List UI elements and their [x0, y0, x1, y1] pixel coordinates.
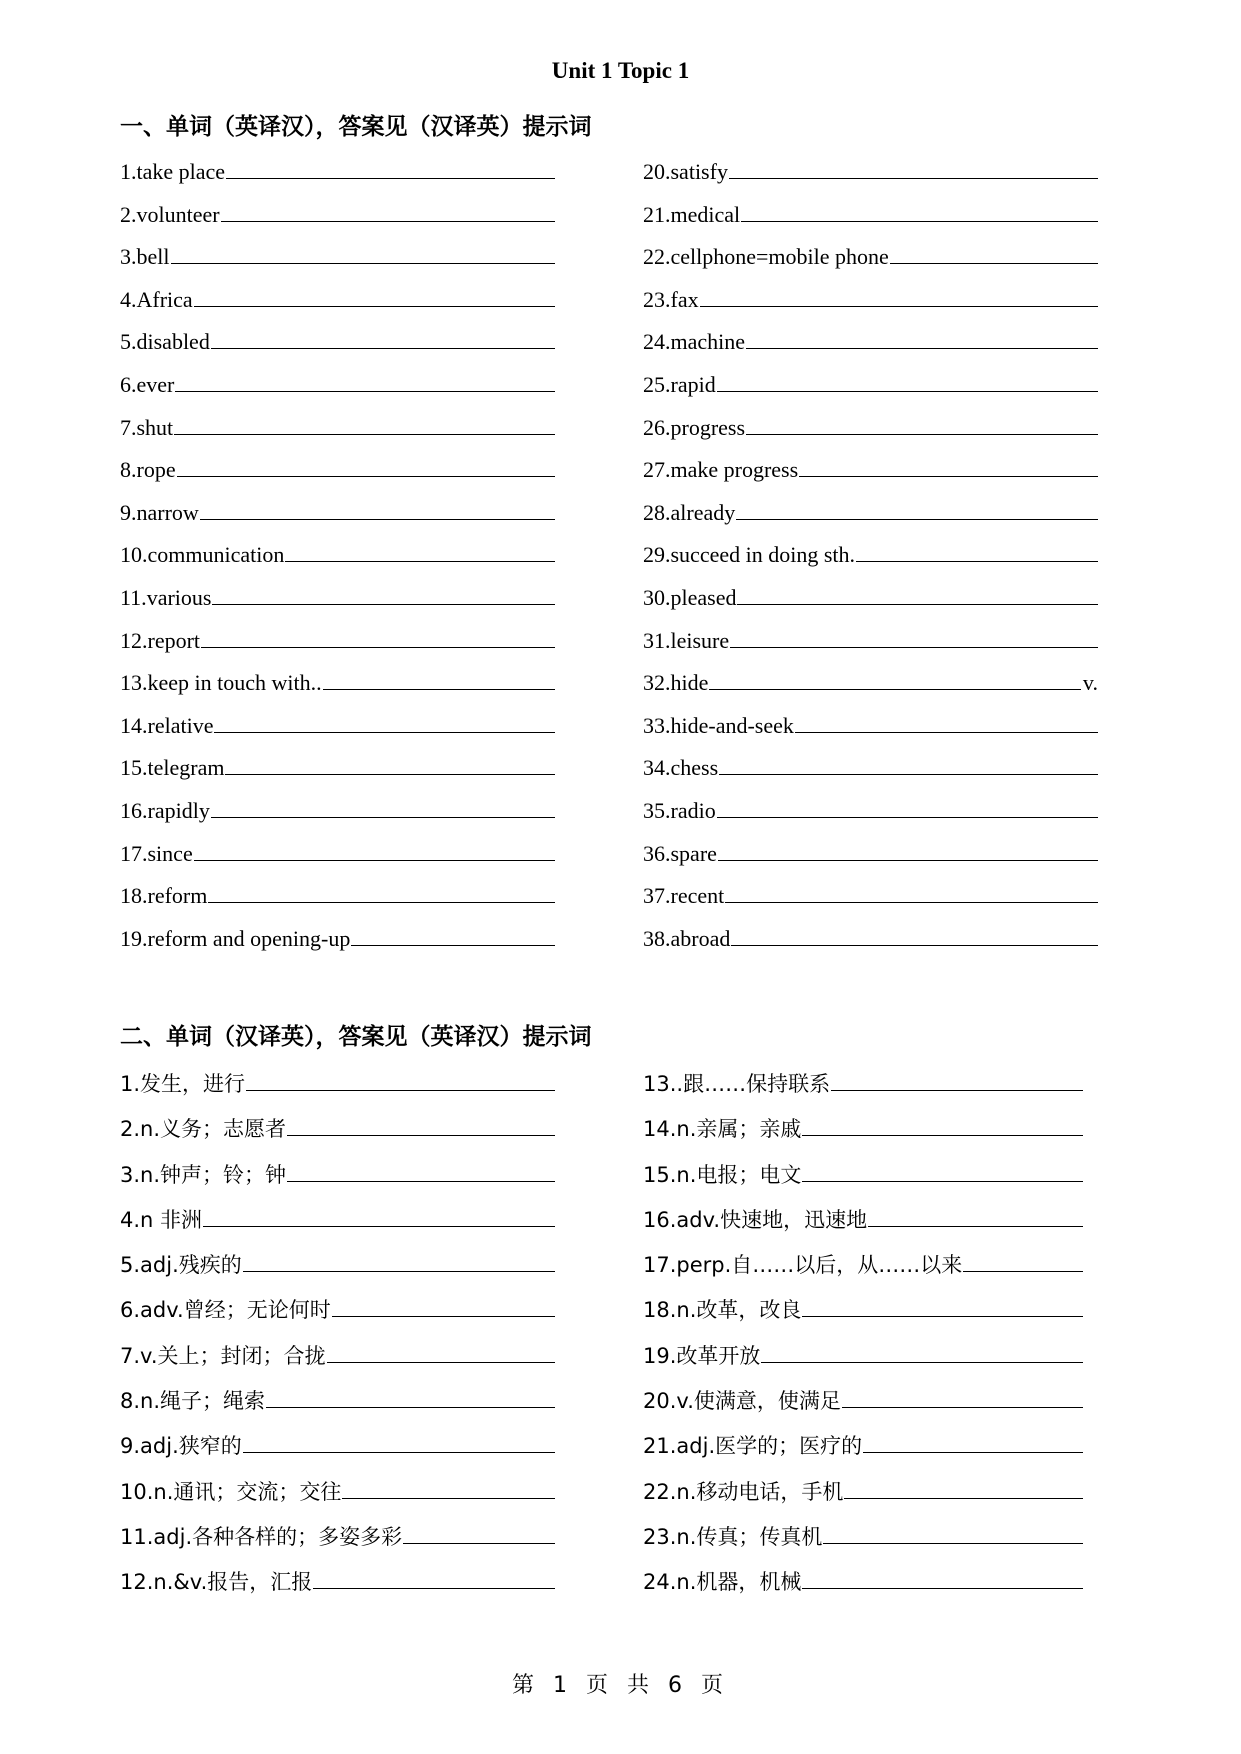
- vocab-item: [643, 414, 1098, 457]
- section1-heading: 一、单词（英译汉），答案见（汉译英）提示词: [120, 114, 592, 140]
- answer-blank[interactable]: [890, 243, 1098, 264]
- item-label: already: [670, 499, 736, 525]
- item-number: 17.: [643, 1253, 677, 1278]
- item-label: disabled: [136, 329, 210, 355]
- answer-blank[interactable]: [802, 1161, 1083, 1182]
- item-number: 21.: [643, 1434, 677, 1459]
- vocab-item: [120, 541, 555, 584]
- answer-blank[interactable]: [194, 286, 555, 307]
- answer-blank[interactable]: [709, 669, 1081, 690]
- item-number: 7.: [120, 414, 137, 440]
- item-number: 23.: [643, 286, 671, 312]
- answer-blank[interactable]: [211, 328, 555, 349]
- item-suffix: v.: [1082, 670, 1098, 696]
- item-number: 11.: [120, 584, 147, 610]
- item-number: 24.: [643, 329, 671, 355]
- vocab-item: [643, 243, 1098, 286]
- answer-blank[interactable]: [736, 499, 1098, 520]
- answer-blank[interactable]: [287, 1161, 555, 1182]
- item-number: 11.: [120, 1524, 154, 1549]
- item-number: 9.: [120, 1434, 141, 1459]
- item-label: n 非洲: [140, 1207, 203, 1232]
- vocab-item: [120, 201, 555, 244]
- vocab-item: [120, 286, 555, 329]
- answer-blank[interactable]: [856, 541, 1098, 562]
- answer-blank[interactable]: [802, 1115, 1083, 1136]
- answer-blank[interactable]: [243, 1251, 555, 1272]
- section2-left-column: [120, 1068, 555, 1612]
- vocab-item: [120, 414, 555, 457]
- item-label: 发生，进行: [140, 1072, 246, 1096]
- item-label: n.电报；电文: [676, 1162, 802, 1187]
- vocab-item: [643, 201, 1098, 244]
- answer-blank[interactable]: [717, 797, 1098, 818]
- answer-blank[interactable]: [842, 1387, 1083, 1408]
- vocab-item: [120, 328, 555, 371]
- item-number: 22.: [643, 1479, 677, 1504]
- item-number: 30.: [643, 584, 671, 610]
- section1-left-column: [120, 158, 555, 967]
- item-label: relative: [147, 712, 214, 738]
- item-label: n.机器，机械: [676, 1570, 802, 1595]
- item-number: 27.: [643, 457, 671, 483]
- item-label: 改革开放: [676, 1343, 761, 1368]
- item-label: progress: [670, 414, 746, 440]
- item-label: chess: [670, 755, 719, 781]
- answer-blank[interactable]: [700, 286, 1098, 307]
- item-label: adv.曾经；无论何时: [140, 1298, 331, 1323]
- item-label: n.传真；传真机: [676, 1524, 823, 1549]
- vocab-item: [120, 669, 555, 712]
- item-label: telegram: [147, 755, 225, 781]
- vocab-item: [643, 1204, 1083, 1249]
- item-label: bell: [136, 244, 170, 270]
- item-label: n.移动电话，手机: [676, 1479, 844, 1504]
- item-label: narrow: [136, 499, 199, 525]
- vocab-item: [120, 754, 555, 797]
- vocab-item: [643, 1430, 1083, 1475]
- item-label: n.亲属；亲戚: [676, 1117, 802, 1142]
- item-number: 6.: [120, 371, 137, 397]
- answer-blank[interactable]: [403, 1523, 555, 1544]
- answer-blank[interactable]: [212, 584, 555, 605]
- answer-blank[interactable]: [226, 158, 555, 179]
- vocab-item: [120, 1249, 555, 1294]
- vocab-item: [120, 243, 555, 286]
- answer-blank[interactable]: [323, 669, 555, 690]
- item-label: keep in touch with..: [147, 670, 322, 696]
- answer-blank[interactable]: [175, 371, 555, 392]
- item-number: 35.: [643, 797, 671, 823]
- vocab-item: [643, 669, 1098, 712]
- vocab-item: [120, 1294, 555, 1339]
- item-label: v.关上；封闭；合拢: [140, 1343, 326, 1368]
- item-number: 38.: [643, 925, 671, 951]
- vocab-item: [120, 882, 555, 925]
- item-number: 28.: [643, 499, 671, 525]
- vocab-item: [643, 1113, 1083, 1158]
- vocab-item: [120, 1204, 555, 1249]
- item-number: 21.: [643, 201, 671, 227]
- item-number: 5.: [120, 1253, 141, 1278]
- item-label: shut: [136, 414, 174, 440]
- answer-blank[interactable]: [868, 1206, 1083, 1227]
- item-label: adj.残疾的: [140, 1253, 242, 1278]
- vocab-item: [643, 754, 1098, 797]
- item-label: medical: [670, 201, 741, 227]
- answer-blank[interactable]: [731, 925, 1098, 946]
- answer-blank[interactable]: [823, 1523, 1083, 1544]
- answer-blank[interactable]: [327, 1342, 555, 1363]
- item-label: adj.医学的；医疗的: [676, 1434, 863, 1459]
- item-number: 10.: [120, 1479, 154, 1504]
- answer-blank[interactable]: [729, 158, 1098, 179]
- item-number: 4.: [120, 1207, 141, 1232]
- vocab-item: [120, 840, 555, 883]
- item-number: 22.: [643, 244, 671, 270]
- section2-right-column: [643, 1068, 1083, 1612]
- answer-blank[interactable]: [177, 456, 555, 477]
- vocab-item: [643, 456, 1098, 499]
- vocab-item: [120, 584, 555, 627]
- item-number: 37.: [643, 883, 671, 909]
- answer-blank[interactable]: [332, 1296, 555, 1317]
- answer-blank[interactable]: [746, 328, 1098, 349]
- item-number: 4.: [120, 286, 137, 312]
- item-label: since: [147, 840, 193, 866]
- answer-blank[interactable]: [313, 1568, 555, 1589]
- answer-blank[interactable]: [287, 1115, 555, 1136]
- page-footer: 第 1 页 共 6 页: [512, 1673, 729, 1698]
- answer-blank[interactable]: [211, 797, 555, 818]
- item-number: 12.: [120, 627, 148, 653]
- item-number: 26.: [643, 414, 671, 440]
- item-label: satisfy: [670, 159, 728, 184]
- vocab-item: [643, 1476, 1083, 1521]
- item-label: adj.各种各样的；多姿多彩: [153, 1524, 403, 1549]
- item-label: adj.狭窄的: [140, 1434, 242, 1459]
- item-number: 7.: [120, 1343, 141, 1368]
- vocab-item: [643, 712, 1098, 755]
- vocab-item: [120, 1476, 555, 1521]
- item-number: 19.: [120, 925, 148, 951]
- vocab-item: [120, 499, 555, 542]
- item-number: 17.: [120, 840, 148, 866]
- vocab-item: [643, 1385, 1083, 1430]
- answer-blank[interactable]: [214, 712, 555, 733]
- answer-blank[interactable]: [761, 1342, 1083, 1363]
- item-label: v.使满意，使满足: [676, 1389, 841, 1414]
- item-number: 9.: [120, 499, 137, 525]
- answer-blank[interactable]: [831, 1070, 1083, 1091]
- vocab-item: [120, 371, 555, 414]
- vocab-item: [643, 371, 1098, 414]
- answer-blank[interactable]: [243, 1432, 555, 1453]
- vocab-item: [120, 158, 555, 201]
- item-number: 12.: [120, 1570, 154, 1595]
- vocab-item: [643, 797, 1098, 840]
- item-number: 31.: [643, 627, 671, 653]
- vocab-item: [120, 1521, 555, 1566]
- item-number: 16.: [643, 1207, 677, 1232]
- answer-blank[interactable]: [208, 882, 555, 903]
- answer-blank[interactable]: [802, 1296, 1083, 1317]
- item-number: 20.: [643, 159, 671, 184]
- item-label: .跟……保持联系: [676, 1072, 831, 1096]
- vocab-item: [120, 925, 555, 968]
- vocab-item: [643, 1340, 1083, 1385]
- answer-blank[interactable]: [802, 1568, 1083, 1589]
- vocab-item: [643, 1249, 1083, 1294]
- vocab-item: [643, 882, 1098, 925]
- vocab-item: [643, 286, 1098, 329]
- item-label: rope: [136, 457, 176, 483]
- vocab-item: [120, 1159, 555, 1204]
- item-number: 10.: [120, 542, 148, 568]
- answer-blank[interactable]: [342, 1478, 555, 1499]
- item-label: hide-and-seek: [670, 712, 794, 738]
- vocab-item: [643, 627, 1098, 670]
- vocab-item: [120, 712, 555, 755]
- item-number: 15.: [643, 1162, 677, 1187]
- answer-blank[interactable]: [266, 1387, 555, 1408]
- vocab-item: [120, 627, 555, 670]
- answer-blank[interactable]: [795, 712, 1098, 733]
- vocab-item: [643, 584, 1098, 627]
- item-label: ever: [136, 371, 175, 397]
- item-number: 33.: [643, 712, 671, 738]
- item-label: cellphone=mobile phone: [670, 244, 889, 270]
- item-label: hide: [670, 670, 709, 696]
- vocab-item: [643, 158, 1098, 201]
- page-title: Unit 1 Topic 1: [551, 58, 690, 83]
- answer-blank[interactable]: [799, 456, 1098, 477]
- section2-heading: 二、单词（汉译英），答案见（英译汉）提示词: [120, 1024, 592, 1050]
- item-label: volunteer: [136, 201, 220, 227]
- item-label: n.通讯；交流；交往: [153, 1479, 342, 1504]
- answer-blank[interactable]: [203, 1206, 555, 1227]
- answer-blank[interactable]: [225, 754, 555, 775]
- item-number: 6.: [120, 1298, 141, 1323]
- item-number: 8.: [120, 1389, 141, 1414]
- item-number: 34.: [643, 755, 671, 781]
- answer-blank[interactable]: [741, 201, 1098, 222]
- vocab-item: [643, 499, 1098, 542]
- item-label: n.钟声；铃；钟: [140, 1162, 287, 1187]
- item-label: abroad: [670, 925, 731, 951]
- item-number: 1.: [120, 159, 137, 184]
- answer-blank[interactable]: [351, 925, 555, 946]
- item-number: 3.: [120, 244, 137, 270]
- item-number: 29.: [643, 542, 671, 568]
- item-label: radio: [670, 797, 716, 823]
- item-label: Africa: [136, 286, 193, 312]
- answer-blank[interactable]: [963, 1251, 1083, 1272]
- vocab-item: [643, 328, 1098, 371]
- vocab-item: [120, 1566, 555, 1611]
- item-number: 25.: [643, 371, 671, 397]
- item-label: reform: [147, 883, 208, 909]
- answer-blank[interactable]: [718, 840, 1098, 861]
- answer-blank[interactable]: [719, 754, 1098, 775]
- answer-blank[interactable]: [725, 882, 1098, 903]
- item-number: 32.: [643, 670, 671, 696]
- answer-blank[interactable]: [737, 584, 1098, 605]
- vocab-item: [643, 1159, 1083, 1204]
- vocab-item: [120, 1113, 555, 1158]
- answer-blank[interactable]: [200, 499, 555, 520]
- item-label: spare: [670, 840, 717, 866]
- item-label: fax: [670, 286, 699, 312]
- item-label: n.&v.报告，汇报: [153, 1570, 313, 1595]
- item-number: 18.: [643, 1298, 677, 1323]
- vocab-item: [120, 1340, 555, 1385]
- item-label: adv.快速地，迅速地: [676, 1207, 868, 1232]
- answer-blank[interactable]: [174, 414, 555, 435]
- item-label: n.义务；志愿者: [140, 1117, 287, 1142]
- item-number: 23.: [643, 1524, 677, 1549]
- vocab-item: [643, 1068, 1083, 1113]
- item-number: 15.: [120, 755, 148, 781]
- item-number: 19.: [643, 1343, 677, 1368]
- vocab-item: [120, 1385, 555, 1430]
- item-number: 13.: [643, 1072, 677, 1096]
- answer-blank[interactable]: [201, 627, 555, 648]
- vocab-item: [643, 1521, 1083, 1566]
- item-label: recent: [670, 883, 725, 909]
- item-label: report: [147, 627, 201, 653]
- item-label: reform and opening-up: [147, 925, 351, 951]
- item-number: 2.: [120, 1117, 141, 1142]
- vocab-item: [120, 1068, 555, 1113]
- item-label: rapid: [670, 371, 716, 397]
- item-number: 1.: [120, 1072, 141, 1096]
- item-number: 3.: [120, 1162, 141, 1187]
- answer-blank[interactable]: [717, 371, 1098, 392]
- vocab-item: [643, 840, 1098, 883]
- answer-blank[interactable]: [246, 1070, 555, 1091]
- item-label: machine: [670, 329, 746, 355]
- item-label: take place: [136, 159, 226, 184]
- item-label: perp.自……以后，从……以来: [676, 1253, 963, 1278]
- answer-blank[interactable]: [194, 840, 555, 861]
- item-number: 36.: [643, 840, 671, 866]
- vocab-item: [643, 925, 1098, 968]
- answer-blank[interactable]: [844, 1478, 1083, 1499]
- answer-blank[interactable]: [746, 414, 1098, 435]
- answer-blank[interactable]: [221, 201, 555, 222]
- item-label: pleased: [670, 584, 737, 610]
- item-label: rapidly: [147, 797, 210, 823]
- vocab-item: [120, 797, 555, 840]
- item-number: 2.: [120, 201, 137, 227]
- item-number: 18.: [120, 883, 148, 909]
- item-number: 24.: [643, 1570, 677, 1595]
- item-label: n.绳子；绳索: [140, 1389, 266, 1414]
- answer-blank[interactable]: [171, 243, 556, 264]
- item-label: communication: [147, 542, 285, 568]
- item-number: 20.: [643, 1389, 677, 1414]
- item-number: 14.: [120, 712, 148, 738]
- vocab-item: [120, 1430, 555, 1475]
- item-label: make progress: [670, 457, 799, 483]
- answer-blank[interactable]: [863, 1432, 1083, 1453]
- item-number: 16.: [120, 797, 148, 823]
- item-number: 13.: [120, 670, 148, 696]
- item-label: leisure: [670, 627, 730, 653]
- item-label: succeed in doing sth.: [670, 542, 856, 568]
- answer-blank[interactable]: [285, 541, 555, 562]
- answer-blank[interactable]: [730, 627, 1098, 648]
- item-label: various: [146, 584, 212, 610]
- item-number: 5.: [120, 329, 137, 355]
- item-number: 8.: [120, 457, 137, 483]
- vocab-item: [120, 456, 555, 499]
- item-number: 14.: [643, 1117, 677, 1142]
- section1-right-column: [643, 158, 1098, 967]
- vocab-item: [643, 541, 1098, 584]
- vocab-item: [643, 1566, 1083, 1611]
- vocab-item: [643, 1294, 1083, 1339]
- item-label: n.改革，改良: [676, 1298, 802, 1323]
